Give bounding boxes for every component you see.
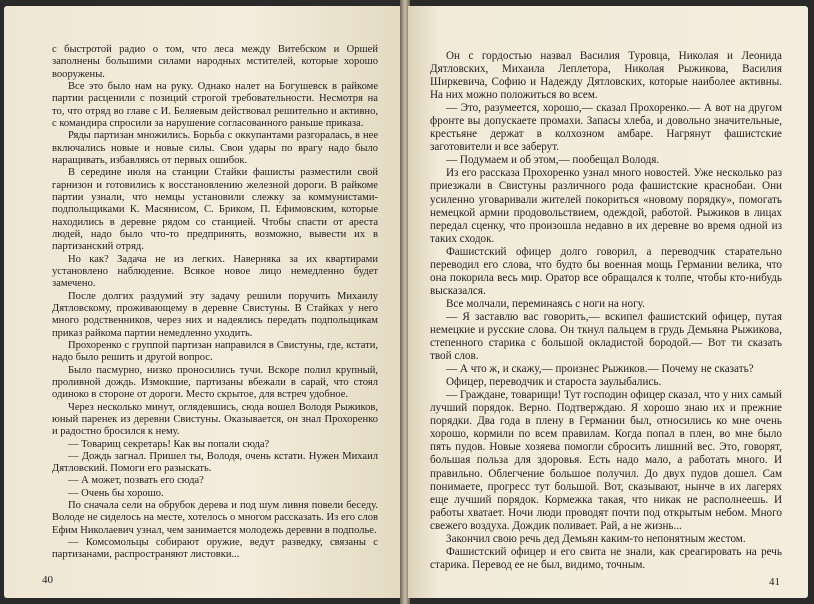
left-text-column [52, 44, 378, 562]
paragraph: — Дождь загнал. Пришел ты, Володя, очень кстати. Нужен Михаил Дятловский. Помоги его разыскать. [52, 450, 378, 475]
paragraph: По сначала сели на обрубок дерева и под шум ливня повели беседу. Володе не сиделось на месте, хотелось о многом рассказать. Из его слов Ефим Николаевич узнал, чем занимается молодежь деревни в подполье. [52, 500, 378, 536]
paragraph: В середине июля на станции Стайки фашисты разместили свой гарнизон и готовились к восстановлению железной дороги. В райкоме партии узнали, что немцы установили слежку за коммунистами-подпольщиками К. Масянисом, С. Бриком, П. Ефимовским, которые находились в деревне рядом со станцией. Чтобы спасти от ареста людей, надо было что-то предпринять, возможно, вывести их в партизанский отряд. [52, 167, 378, 253]
paragraph: Офицер, переводчик и староста заулыбались. [446, 376, 662, 389]
left-page [4, 6, 402, 598]
paragraph: После долгих раздумий эту задачу решили поручить Михаилу Дятловскому, проживающему в деревне Свистуны. В Стайках у него много родственников, через них и надеялись передать подпольщикам приказ райкома партии немедленно уходить. [52, 290, 378, 339]
paragraph: — Комсомольцы собирают оружие, ведут разведку, связаны с партизанами, распространяют листовки... [52, 537, 378, 561]
paragraph: Из его рассказа Прохоренко узнал много новостей. Уже несколько раз приезжали в Свистуны различного рода фашистские краснобаи. Они усиленно уговаривали жителей покориться «новому порядку», помогать немецкой армии продовольствием, одеждой, работой. Рыжиков в лицах передал сценку, что произошла недавно в их деревне во время одной из таких сходок. [430, 167, 782, 245]
paragraph: — Граждане, товарищи! Тут господин офицер сказал, что у них самый лучший порядок. Верно. Подтверждаю. Я хорошо знаю их и прежние порядки. Два года в плену в Германии был, относились ко мне очень хорошо, кормили по всем правилам. Когда попал в плен, во мне было пять пудов. Новые хозяева помогли сбросить лишний вес. Это, говорят, большая польза для здоровья. Есть надо мало, а работать много. И правильно. Облегчение большое получил. До двух пудов дошел. Сам понимаете, прогресс тут большой. Вот, сказывают, нынче в их лагерях еще лучший порядок. Кормежка такая, что никак не располнеешь. И работы хватает. Ночи люди проводят почти под открытым небом. Много свежего воздуха. Дождик поливает. Рай, а не жизнь... [430, 389, 782, 532]
paragraph: Он с гордостью назвал Василия Туровца, Николая и Леонида Дятловских, Михаила Леплетора, Николая Рыжикова, Василия Ширкевича, Софию и Надежду Дятловских, которые наиболее активны. На них можно положиться во всем. [430, 50, 782, 102]
paragraph: Через несколько минут, оглядевшись, сюда вошел Володя Рыжиков, юный паренек из деревни Свистуны. Оказывается, он знал Прохоренко и радостно бросился к нему. [52, 401, 378, 438]
paragraph: Прохоренко с группой партизан направился в Свистуны, где, кстати, надо было решить и другой вопрос. [52, 339, 378, 364]
right-text-column [430, 50, 782, 572]
paragraph: — Я заставлю вас говорить,— вскипел фашистский офицер, путая немецкие и русские слова. Он ткнул пальцем в грудь Демьяна Рыжикова, степенного старика с большой окладистой бородой.— Вот ти сказать твой слов. [430, 310, 782, 363]
paragraph: — Подумаем и об этом,— пообещал Володя. [446, 154, 660, 167]
paragraph: — Товарищ секретарь! Как вы попали сюда? [68, 438, 270, 450]
paragraph: Фашистский офицер и его свита не знали, как среагировать на речь старика. Перевод ее не был, видимо, точным. [430, 545, 782, 571]
right-page [408, 6, 808, 598]
paragraph: Фашистский офицер долго говорил, а переводчик старательно переводил его слова, что будто бы военная мощь Германии велика, что она покорила весь мир. Оратор все обращался к толпе, чтобы кто-нибудь высказался. [430, 245, 782, 297]
paragraph: Но как? Задача не из легких. Наверняка за их квартирами установлено наблюдение. Всякое новое лицо немедленно будет замечено. [52, 253, 378, 290]
paragraph: с быстротой радио о том, что леса между Витебском и Оршей заполнены большими силами народных мстителей, которые хорошо вооружены. [52, 44, 378, 80]
paragraph: — Очень бы хорошо. [68, 487, 164, 499]
paragraph: — А что ж, и скажу,— произнес Рыжиков.— Почему не сказать? [446, 363, 754, 376]
paragraph: Было пасмурно, низко проносились тучи. Вскоре полил крупный, проливной дождь. Измокшие, партизаны вбежали в сарай, что стоял одиноко в стороне от дороги. Место скрытое, для встреч удобное. [52, 364, 378, 401]
paragraph: — Это, разумеется, хорошо,— сказал Прохоренко.— А вот на другом фронте вы допускаете промахи. Запасы хлеба, и довольно значительные, крестьяне держат в колхозном амбаре. Нагрянут фашистские заготовители и все заберут. [430, 102, 782, 154]
paragraph: Все это было нам на руку. Однако налет на Богушевск в райкоме партии расценили с позиций строгой требовательности. Несмотря на то, что отряд во главе с И. Беляевым действовал решительно и активно, с командира спросили за нарушение согласованного раньше приказа. [52, 80, 378, 129]
paragraph: Ряды партизан множились. Борьба с оккупантами разгоралась, в нее включались новые и новые силы. Свои удары по врагу надо было наращивать, избавляясь от первых ошибок. [52, 130, 378, 166]
left-page-number: 40 [42, 574, 53, 586]
paragraph: — А может, позвать его сюда? [68, 475, 204, 487]
paragraph: Закончил свою речь дед Демьян каким-то непонятным жестом. [446, 532, 746, 545]
paragraph: Все молчали, переминаясь с ноги на ногу. [446, 297, 645, 310]
right-page-number: 41 [769, 576, 780, 588]
